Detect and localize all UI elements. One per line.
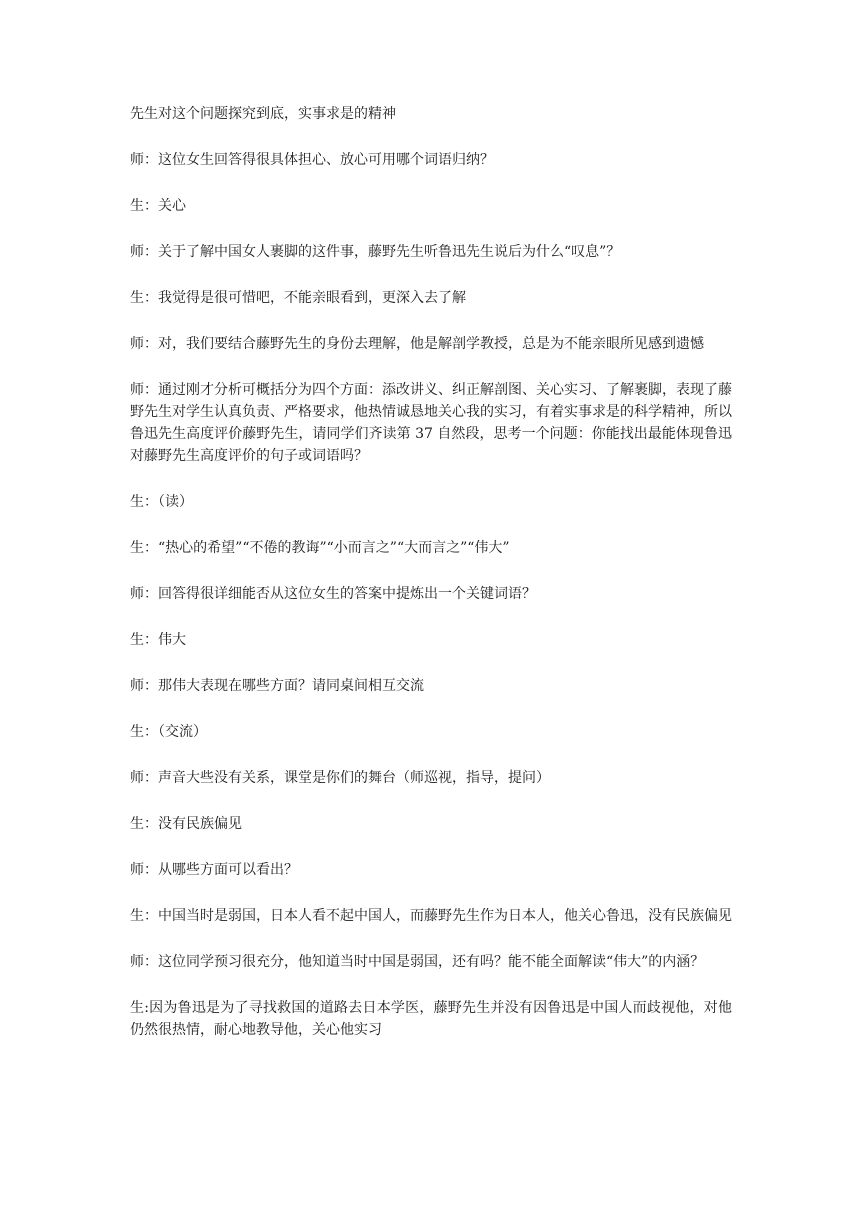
paragraph: 师：通过刚才分析可概括分为四个方面：添改讲义、纠正解剖图、关心实习、了解裹脚，表现了藤野先生对学生认真负责、严格要求，他热情诚恳地关心我的实习，有着实事求是的科学精神，所以鲁迅先生高度评价藤野先生，请同学们齐读第 37 自然段，思考一个问题：你能找出最能体现鲁迅对藤野先生高度评价的句子或词语吗？ [130, 382, 732, 464]
paragraph: 师：对，我们要结合藤野先生的身份去理解，他是解剖学教授，总是为不能亲眼所见感到遗憾 [130, 336, 704, 352]
paragraph: 生：没有民族偏见 [130, 816, 242, 832]
paragraph: 师：声音大些没有关系，课堂是你们的舞台（师巡视，指导，提问） [130, 770, 550, 786]
paragraph: 生：我觉得是很可惜吧，不能亲眼看到，更深入去了解 [130, 290, 466, 306]
document-page [130, 103, 732, 1065]
paragraph: 生:因为鲁迅是为了寻找救国的道路去日本学医，藤野先生并没有因鲁迅是中国人而歧视他，对他仍然很热情，耐心地教导他，关心他实习 [130, 1000, 732, 1038]
paragraph: 生：关心 [130, 198, 186, 214]
paragraph: 师：回答得很详细能否从这位女生的答案中提炼出一个关键词语？ [130, 586, 536, 602]
paragraph: 生：伟大 [130, 632, 186, 648]
paragraph: 师：关于了解中国女人裹脚的这件事，藤野先生听鲁迅先生说后为什么“叹息”？ [130, 244, 621, 260]
paragraph: 师：那伟大表现在哪些方面？请同桌间相互交流 [130, 678, 424, 694]
paragraph: 师：从哪些方面可以看出？ [130, 862, 298, 878]
paragraph: 生：中国当时是弱国，日本人看不起中国人，而藤野先生作为日本人，他关心鲁迅，没有民族偏见 [130, 908, 732, 924]
paragraph: 先生对这个问题探究到底，实事求是的精神 [130, 106, 396, 122]
paragraph: 生：（读） [130, 494, 193, 510]
paragraph: 师：这位女生回答得很具体担心、放心可用哪个词语归纳？ [130, 152, 494, 168]
paragraph: 师：这位同学预习很充分，他知道当时中国是弱国，还有吗？能不能全面解读“伟大”的内涵？ [130, 954, 705, 970]
paragraph: 生：（交流） [130, 724, 207, 740]
paragraph: 生：“热心的希望”“不倦的教诲”“小而言之”“大而言之”“伟大” [130, 540, 510, 556]
